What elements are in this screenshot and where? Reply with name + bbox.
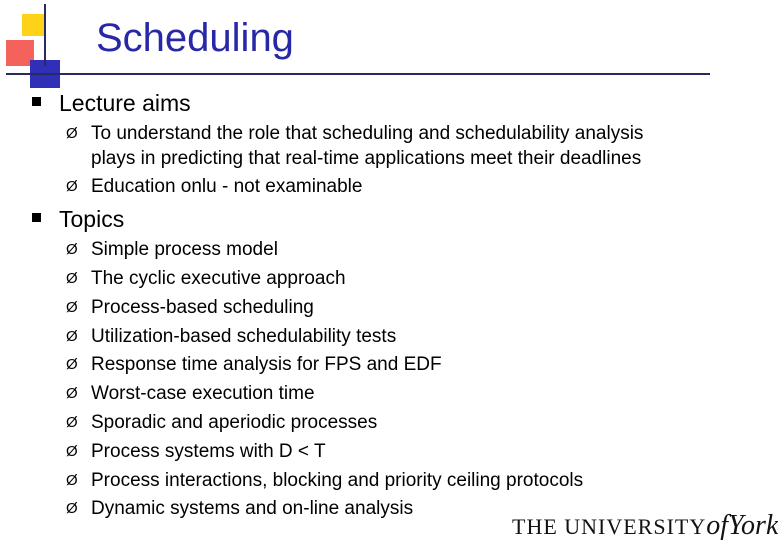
title-underline xyxy=(6,73,710,75)
list-item-text: Process interactions, blocking and priority ceiling protocols xyxy=(91,470,584,491)
logo-of-text: of xyxy=(706,510,729,541)
list-item-text: Process-based scheduling xyxy=(91,297,314,318)
decoration-yellow-square xyxy=(22,14,44,36)
arrow-bullet-icon: Ø xyxy=(66,299,78,316)
logo-york-text: York xyxy=(728,510,778,541)
arrow-bullet-icon: Ø xyxy=(66,443,78,460)
arrow-bullet-icon: Ø xyxy=(66,270,78,287)
arrow-bullet-icon: Ø xyxy=(66,414,78,431)
university-logo xyxy=(512,510,778,542)
list-item-text: Education onlu - not examinable xyxy=(91,176,363,197)
square-bullet-icon xyxy=(32,213,41,222)
list-item-text: The cyclic executive approach xyxy=(91,268,346,289)
arrow-bullet-icon: Ø xyxy=(66,328,78,345)
decoration-vertical-line xyxy=(44,4,46,66)
arrow-bullet-icon: Ø xyxy=(66,178,78,195)
arrow-bullet-icon: Ø xyxy=(66,385,78,402)
list-item-text: Process systems with D < T xyxy=(91,441,326,462)
logo-main-text: THE UNIVERSITY xyxy=(512,514,707,539)
list-item-text: Dynamic systems and on-line analysis xyxy=(91,498,414,519)
list-item-text: plays in predicting that real-time applications meet their deadlines xyxy=(91,148,642,169)
list-item-text: To understand the role that scheduling and schedulability analysis xyxy=(91,123,644,144)
list-item-text: Worst-case execution time xyxy=(91,383,315,404)
arrow-bullet-icon: Ø xyxy=(66,356,78,373)
arrow-bullet-icon: Ø xyxy=(66,241,78,258)
square-bullet-icon xyxy=(32,97,41,106)
section-heading: Topics xyxy=(59,206,125,232)
list-item-text: Simple process model xyxy=(91,239,278,260)
section-heading: Lecture aims xyxy=(59,90,191,116)
list-item-text: Sporadic and aperiodic processes xyxy=(91,412,378,433)
arrow-bullet-icon: Ø xyxy=(66,500,78,517)
slide-title: Scheduling xyxy=(96,16,294,60)
arrow-bullet-icon: Ø xyxy=(66,472,78,489)
list-item-text: Response time analysis for FPS and EDF xyxy=(91,354,442,375)
arrow-bullet-icon: Ø xyxy=(66,125,78,142)
list-item-text: Utilization-based schedulability tests xyxy=(91,326,397,347)
